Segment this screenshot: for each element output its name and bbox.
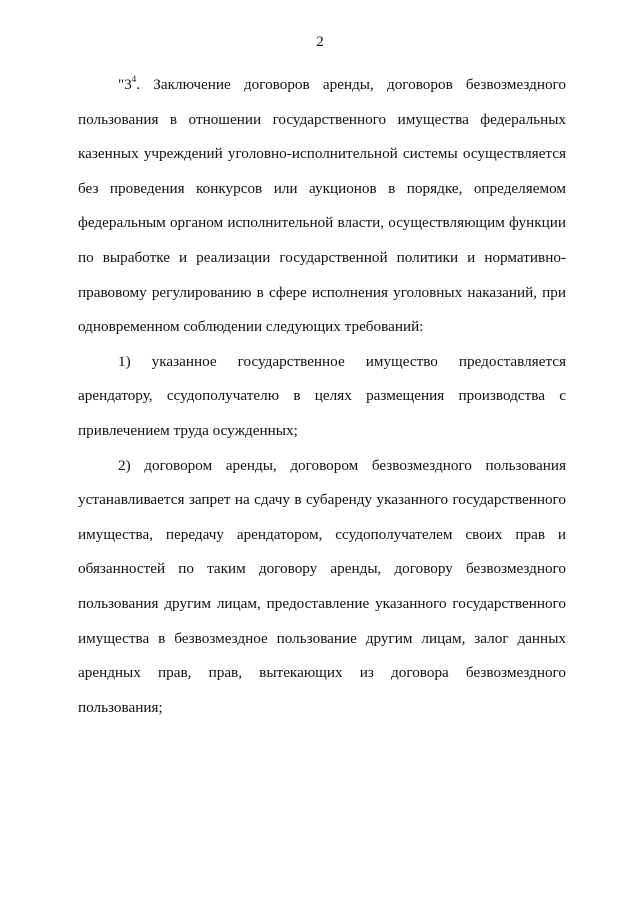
item-line: привлечением труда осужденных; — [78, 421, 298, 439]
document-body — [78, 68, 566, 725]
article-line: без проведения конкурсов или аукционов в порядке, определяемом — [78, 179, 566, 197]
list-item-1 — [78, 345, 566, 449]
item-line: арендных прав, прав, вытекающих из договора безвозмездного — [78, 664, 566, 682]
article-paragraph — [78, 68, 566, 345]
article-line: правовому регулированию в сфере исполнения уголовных наказаний, при — [78, 283, 566, 301]
article-line: федеральным органом исполнительной власти, осуществляющим функции — [78, 214, 566, 232]
article-number-superscript: 4 — [131, 74, 137, 84]
article-first-line — [78, 68, 566, 103]
article-line: по выработке и реализации государственной политики и нормативно- — [78, 248, 566, 266]
article-line: пользования в отношении государственного имущества федеральных — [78, 110, 566, 128]
item-line: устанавливается запрет на сдачу в субаренду указанного государственного — [78, 491, 566, 509]
item-line: пользования другим лицам, предоставление указанного государственного — [78, 594, 566, 612]
item-line: имущества в безвозмездное пользование другим лицам, залог данных — [78, 629, 566, 647]
item-line: 1) указанное государственное имущество предоставляется — [118, 352, 566, 370]
page-number: 2 — [316, 34, 324, 50]
article-line: . Заключение договоров аренды, договоров безвозмездного — [136, 76, 566, 93]
article-line: казенных учреждений уголовно-исполнительной системы осуществляется — [78, 145, 566, 163]
item-line: пользования; — [78, 698, 163, 716]
item-line: имущества, передачу арендатором, ссудополучателем своих прав и — [78, 525, 566, 543]
item-line: арендатору, ссудополучателю в целях размещения производства с — [78, 387, 566, 405]
item-line: обязанностей по таким договору аренды, договору безвозмездного — [78, 560, 566, 578]
list-item-2 — [78, 449, 566, 726]
article-line: одновременном соблюдении следующих требований: — [78, 318, 424, 336]
item-line: 2) договором аренды, договором безвозмездного пользования — [118, 456, 566, 474]
article-number: "3 — [118, 76, 132, 93]
